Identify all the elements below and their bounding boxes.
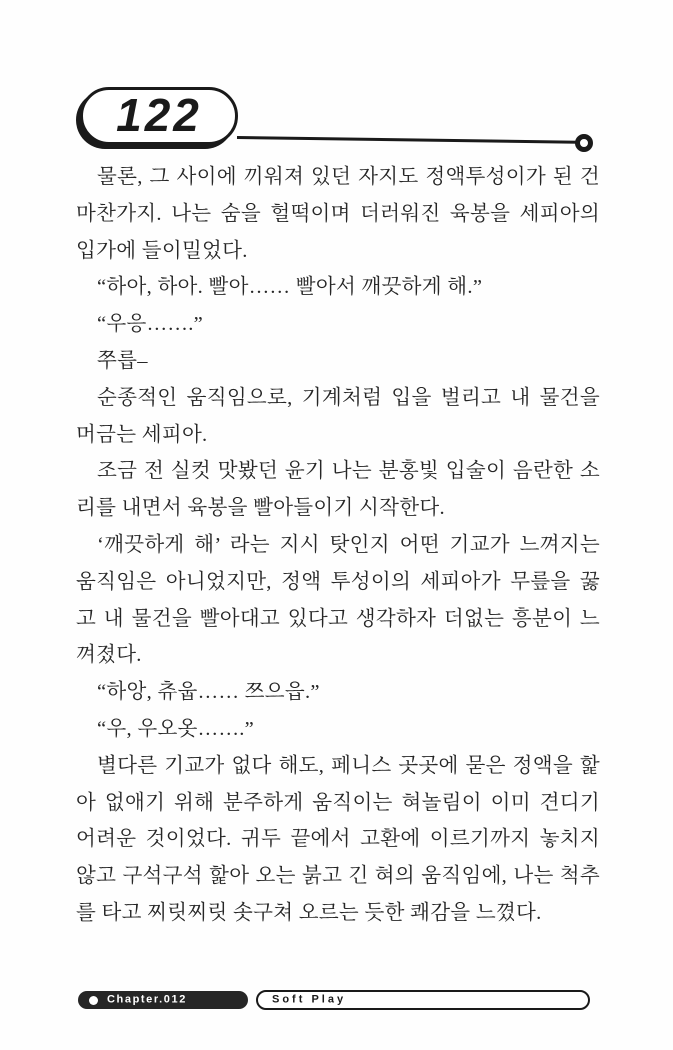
text-line: 않고 구석구석 핥아 오는 붉고 긴 혀의 움직임에, 나는 척추: [76, 865, 600, 888]
text-line: “우, 우오옷…….”: [97, 717, 255, 740]
text-line: 를 타고 찌릿찌릿 솟구쳐 오르는 듯한 쾌감을 느꼈다.: [76, 901, 542, 924]
text-line: 머금는 세피아.: [76, 423, 208, 446]
header-rule-line: [237, 136, 578, 144]
section-label: Soft Play: [272, 993, 347, 1006]
text-line: 움직임은 아니었지만, 정액 투성이의 세피아가 무릎을 꿇: [76, 570, 600, 593]
header-ring-ornament-icon: [575, 134, 593, 152]
text-line: 물론, 그 사이에 끼워져 있던 자지도 정액투성이가 된 건: [97, 166, 600, 188]
text-line: “하앙, 츄웁…… 쯔으읍.”: [97, 681, 320, 704]
text-line: “하아, 하아. 빨아…… 빨아서 깨끗하게 해.”: [97, 276, 483, 299]
text-line: 조금 전 실컷 맛봤던 윤기 나는 분홍빛 입술이 음란한 소: [97, 460, 600, 483]
body-text: [76, 159, 600, 932]
text-line: 쭈릅–: [97, 349, 148, 372]
text-line: 고 내 물건을 빨아대고 있다고 생각하자 더없는 흥분이 느: [76, 607, 600, 630]
page-number: 122: [116, 89, 202, 141]
text-line: 별다른 기교가 없다 해도, 페니스 곳곳에 묻은 정액을 핥: [97, 754, 600, 777]
text-line: 순종적인 움직임으로, 기계처럼 입을 벌리고 내 물건을: [97, 386, 600, 409]
text-line: 어려운 것이었다. 귀두 끝에서 고환에 이르기까지 놓치지: [76, 828, 600, 851]
text-line: 마찬가지. 나는 숨을 헐떡이며 더러워진 육봉을 세피아의: [76, 202, 600, 225]
bullet-dot-icon: [89, 996, 98, 1005]
text-line: 입가에 들이밀었다.: [76, 239, 248, 262]
chapter-badge: [78, 991, 248, 1009]
text-line: “우응…….”: [97, 313, 204, 336]
text-line: 아 없애기 위해 분주하게 움직이는 혀놀림이 이미 견디기: [76, 791, 600, 814]
section-badge: [256, 990, 590, 1010]
page-number-badge: [80, 87, 238, 145]
chapter-label: Chapter.012: [107, 993, 187, 1006]
text-line: 리를 내면서 육봉을 빨아들이기 시작한다.: [76, 497, 445, 520]
text-line: 껴졌다.: [76, 644, 142, 667]
text-line: ‘깨끗하게 해’ 라는 지시 탓인지 어떤 기교가 느껴지는: [97, 533, 600, 556]
